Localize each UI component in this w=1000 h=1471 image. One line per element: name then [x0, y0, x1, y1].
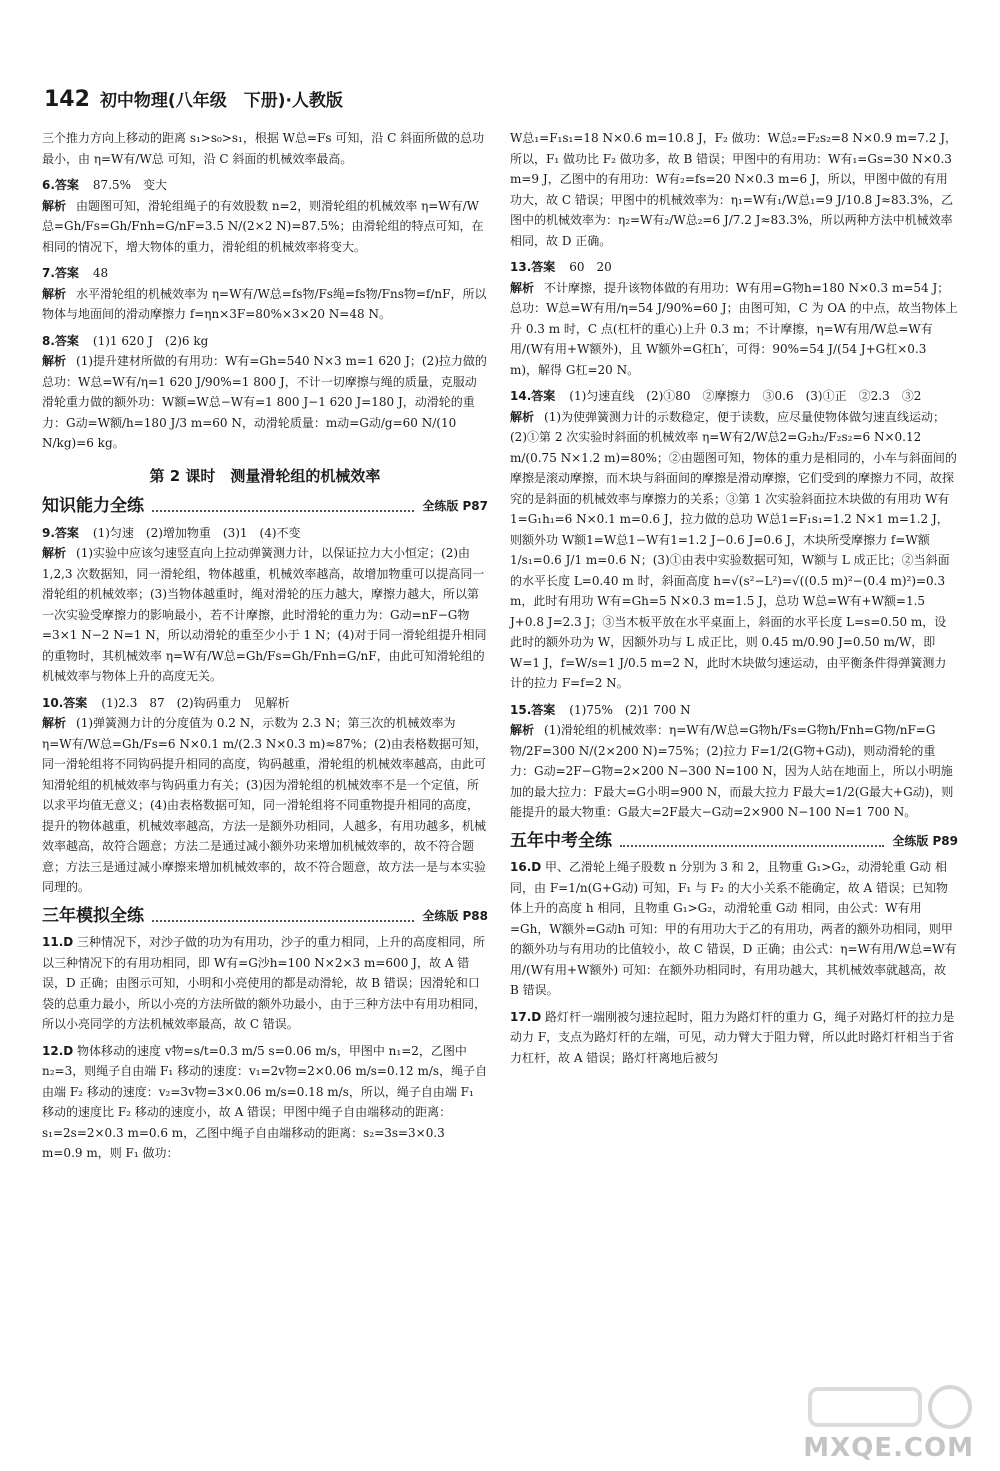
section-page-ref: 全练版 P89	[892, 833, 958, 848]
question-8	[42, 331, 488, 454]
question-number: 11.D	[42, 935, 74, 949]
question-10	[42, 693, 488, 898]
explanation-label: 解析	[510, 409, 535, 424]
question-13	[510, 257, 958, 380]
question-7	[42, 263, 488, 325]
explanation-text: 甲、乙滑轮上绳子股数 n 分别为 3 和 2，且物重 G₁>G₂，动滑轮重 G动 相同，由 F=1/n(G+G动) 可知，F₁ 与 F₂ 的大小关系不能确定，故 A 错误；已知物体上升的高度 h 相同，且物重 G₁>G₂，动滑轮重 G动 相同，由公式：W有用=Gh，W额外=G动h 可知：甲的有用功大于乙的有用功，两者的额外功相同，则甲的额外功与有用功的比值较小，故 C 错误，D 正确；由公式：η=W有用/W总=W有用/(W有用+W额外) 可知：在额外功相同时，有用功越大，其机械效率就越高，故 B 错误。	[510, 860, 957, 997]
explanation-text: 水平滑轮组的机械效率为 η=W有/W总=fs物/Fs绳=fs物/Fns物=f/nF，所以物体与地面间的滑动摩擦力 f=ηn×3F=80%×3×20 N=48 N。	[42, 286, 487, 321]
question-number: 16.D	[510, 860, 542, 874]
explanation-label: 解析	[42, 286, 67, 301]
book-title: 初中物理(八年级 下册)·人教版	[99, 91, 343, 111]
question-number: 15.答案	[510, 702, 556, 717]
explanation-text: 物体移动的速度 v物=s/t=0.3 m/5 s=0.06 m/s，甲图中 n₁=2，乙图中 n₂=3，则绳子自由端 F₁ 移动的速度：v₁=2v物=2×0.06 m/s=0.12 m/s，绳子自由端 F₂ 移动的速度：v₂=3v物=3×0.06 m/s=0.18 m/s，所以，绳子自由端 F₁ 移动的速度比 F₂ 移动的速度小，故 A 错误；甲图中绳子自由端移动的距离：s₁=2s=2×0.3 m=0.6 m，乙图中绳子自由端移动的距离：s₂=3s=3×0.3 m=0.9 m，则 F₁ 做功：	[42, 1043, 488, 1160]
section-title: 知识能力全练	[42, 496, 144, 516]
question-15	[510, 700, 958, 823]
answer-text: (1)匀速直线 (2)①80 ②摩擦力 ③0.6 (3)①正 ②2.3 ③2	[569, 389, 922, 403]
question-number: 6.答案	[42, 178, 79, 192]
left-column	[42, 128, 488, 1170]
question-12-continued: W总₁=F₁s₁=18 N×0.6 m=10.8 J，F₂ 做功：W总₂=F₂s₂=8 N×0.9 m=7.2 J，所以，F₁ 做功比 F₂ 做功多，故 B 错误；甲图中的有用功：W有₁=Gs=30 N×0.3 m=9 J，乙图中的有用功：W有₂=fs=20 N×0.3 m=6 J，所以，甲图中做的有用功大，故 C 错误；甲图中的机械效率为：η₁=W有₁/W总₁=9 J/10.8 J≈83.3%，乙图中的机械效率为：η₂=W有₂/W总₂=6 J/7.2 J≈83.3%，所以两种方法中机械效率相同，故 D 正确。	[510, 131, 958, 248]
question-17	[510, 1007, 958, 1069]
explanation-label: 解析	[510, 723, 535, 737]
explanation-text: (1)实验中应该匀速竖直向上拉动弹簧测力计，以保证拉力大小恒定；(2)由 1,2,3 次数据知，同一滑轮组，物体越重，机械效率越高，故增加物重可以提高同一滑轮组的机械效率；(3)当物体越重时，绳对滑轮的压力越大，摩擦力越大，所以第一次实验受摩擦力的影响最小，若不计摩擦，此时滑轮的重力为：G动=nF−G物=3×1 N−2 N=1 N，所以动滑轮的重至少小于 1 N；(4)对于同一滑轮组提升相同的重物时，其机械效率 η=W有/W总=Gh/Fs=Gh/Fnh=G/nF，由此可知滑轮组的机械效率与物体上升的高度无关。	[42, 546, 487, 683]
section-header-mock	[42, 906, 488, 927]
lesson-title: 第 2 课时 测量滑轮组的机械效率	[149, 466, 381, 485]
question-6	[42, 175, 488, 257]
explanation-text: (1)为使弹簧测力计的示数稳定，便于读数，应尽量使物体做匀速直线运动；(2)①第 2 次实验时斜面的机械效率 η=W有2/W总2=G₂h₂/F₂s₂=6 N×0.12 m/(0.75 N×1.2 m)=80%；②由题图可知，物体的重力是相同的，小车与斜面间的摩擦是滚动摩擦，而木块与斜面间的摩擦是滑动摩擦，它们受到的摩擦力不同，故探究的是斜面的机械效率与摩擦力的关系；③第 1 次实验斜面拉木块做的有用功 W有1=G₁h₁=6 N×0.1 m=0.6 J，拉力做的总功 W总1=F₁s₁=1.2 N×1 m=1.2 J，则额外功 W额1=W总1−W有1=1.2 J−0.6 J=0.6 J，木块所受摩擦力 f=W额1/s₁=0.6 J/1 m=0.6 N；(3)①由表中实验数据可知，W额与 L 成正比；②当斜面的水平长度 L=0.40 m 时，斜面高度 h=√(s²−L²)=√((0.5 m)²−(0.4 m)²)=0.3 m，此时有用功 W有=Gh=5 N×0.3 m=1.5 J，总功 W总=W有+W额=1.5 J+0.8 J=2.3 J；③当木板平放在水平桌面上，斜面的水平长度 L=s=0.50 m，设此时的额外功为 W，因额外功与 L 成正比，则 0.45 m/0.90 J=0.50 m/W，即 W=1 J，f=W/s=1 J/0.5 m=2 N，此时木块做匀速运动，由平衡条件得弹簧测力计的拉力 F=f=2 N。	[510, 409, 957, 690]
answer-text: 48	[92, 266, 109, 280]
watermark-text: MXQE.COM	[803, 1433, 974, 1463]
page-header	[44, 86, 343, 116]
explanation-text: 不计摩擦，提升该物体做的有用功：W有用=G物h=180 N×0.3 m=54 J；总功：W总=W有用/η=54 J/90%=60 J；由图可知，C 为 OA 的中点，故当物体上升 0.3 m 时，C 点(杠杆的重心)上升 0.3 m；不计摩擦，η=W有用/W总=W有用/(W有用+W额外)，且 W额外=G杠h′，可得：90%=54 J/(54 J+G杠×0.3 m)，解得 G杠=20 N。	[510, 280, 958, 377]
answer-text: (1)匀速 (2)增加物重 (3)1 (4)不变	[92, 525, 301, 540]
explanation-label: 解析	[42, 716, 67, 730]
answer-text: (1)75% (2)1 700 N	[569, 702, 691, 717]
section-divider	[152, 910, 414, 922]
explanation-label: 解析	[42, 546, 67, 560]
question-12	[42, 1041, 488, 1164]
explanation-text: 由题图可知，滑轮组绳子的有效股数 n=2，则滑轮组的机械效率 η=W有/W总=Gh/Fs=Gh/Fnh=G/nF=3.5 N/(2×2 N)=87.5%；由滑轮组的特点可知，在相同的情况下，增大物体的重力，滑轮组的机械效率将变大。	[42, 198, 484, 254]
explanation-text: (1)滑轮组的机械效率：η=W有/W总=G物h/Fs=G物h/Fnh=G物/nF=G物/2F=300 N/(2×200 N)=75%；(2)拉力 F=1/2(G物+G动)，则动滑轮的重力：G动=2F−G物=2×200 N−300 N=100 N，因为人站在地面上，所以小明施加的最大拉力：F最大=G小明=900 N，而最大拉力 F最大=1/2(G最大+G动)，则能提升的最大物重：G最大=2F最大−G动=2×900 N−100 N=1 700 N。	[510, 723, 954, 819]
question-16	[510, 857, 958, 1001]
question-11	[42, 932, 488, 1035]
right-column	[510, 128, 958, 1074]
question-number: 17.D	[510, 1009, 542, 1024]
question-14	[510, 386, 958, 694]
section-page-ref: 全练版 P87	[422, 499, 488, 513]
section-title: 三年模拟全练	[42, 905, 144, 926]
answer-text: (1)2.3 87 (2)钩码重力 见解析	[101, 695, 290, 710]
section-header-knowledge	[42, 496, 488, 517]
explanation-label: 解析	[510, 280, 535, 295]
section-page-ref: 全练版 P88	[422, 908, 488, 923]
continued-text: 三个推力方向上移动的距离 s₁>s₀>s₁，根据 W总=Fs 可知，沿 C 斜面所做的总功最小，由 η=W有/W总 可知，沿 C 斜面的机械效率最高。	[42, 131, 485, 166]
question-number: 8.答案	[42, 333, 79, 348]
explanation-label: 解析	[42, 198, 67, 213]
answer-text: 60 20	[569, 260, 612, 274]
explanation-text: 三种情况下，对沙子做的功为有用功，沙子的重力相同，上升的高度相同，所以三种情况下的有用功相同，即 W有=G沙h=100 N×2×3 m=600 J，故 A 错误，D 正确；由图示可知，小明和小亮使用的都是动滑轮，故 B 错误；因滑轮和口袋的总重力最小，所以小亮的方法所做的额外功最小，由于三种方法中有用功相同，所以小亮同学的方法机械效率最高，故 C 错误。	[42, 935, 487, 1031]
answer-text: 87.5% 变大	[92, 178, 168, 192]
section-header-exam	[510, 831, 958, 852]
question-number: 12.D	[42, 1043, 74, 1058]
section-divider	[152, 500, 414, 512]
question-number: 9.答案	[42, 525, 79, 540]
answer-text: (1)1 620 J (2)6 kg	[92, 333, 209, 348]
question-number: 14.答案	[510, 389, 556, 403]
explanation-text: (1)提升建材所做的有用功：W有=Gh=540 N×3 m=1 620 J；(2)拉力做的总功：W总=W有/η=1 620 J/90%=1 800 J，不计一切摩擦与绳的质量，克服动滑轮重力做的额外功：W额=W总−W有=1 800 J−1 620 J=180 J，动滑轮的重力：G动=W额/h=180 J/3 m=60 N，动滑轮质量：m动=G动/g=60 N/(10 N/kg)=6 kg。	[42, 354, 487, 450]
question-number: 13.答案	[510, 260, 556, 274]
section-divider	[620, 835, 884, 847]
question-number: 7.答案	[42, 266, 79, 280]
question-number: 10.答案	[42, 695, 88, 710]
explanation-text: 路灯杆一端刚被匀速拉起时，阻力为路灯杆的重力 G，绳子对路灯杆的拉力是动力 F，支点为路灯杆的左端，可见，动力臂大于阻力臂，所以此时路灯杆相当于省力杠杆，故 A 错误；路灯杆离地后被匀	[510, 1009, 955, 1065]
explanation-label: 解析	[42, 354, 67, 368]
explanation-text: (1)弹簧测力计的分度值为 0.2 N，示数为 2.3 N；第三次的机械效率为 η=W有/W总=Gh/Fs=6 N×0.1 m/(2.3 N×0.3 m)≈87%；(2)由表格数据可知，同一滑轮组将不同钩码提升相同的高度，钩码越重，滑轮组的机械效率越高，由此可知滑轮组的机械效率与钩码重力有关；(3)因为滑轮组的机械效率不是一个定值，所以求平均值无意义；(4)由表格数据可知，同一滑轮组将不同重物提升相同的高度，提升的物体越重，机械效率越高，方法一是额外功相同，人越多，有用功越多，机械效率越高，故符合题意；方法二是通过减小额外功来增加机械效率的，故不符合题意；方法三是通过减小摩擦来增加机械效率的，故不符合题意，故方法一是与本实验同理的。	[42, 716, 488, 894]
page-number: 142	[44, 87, 90, 112]
section-title: 五年中考全练	[510, 830, 612, 851]
question-9	[42, 523, 488, 687]
